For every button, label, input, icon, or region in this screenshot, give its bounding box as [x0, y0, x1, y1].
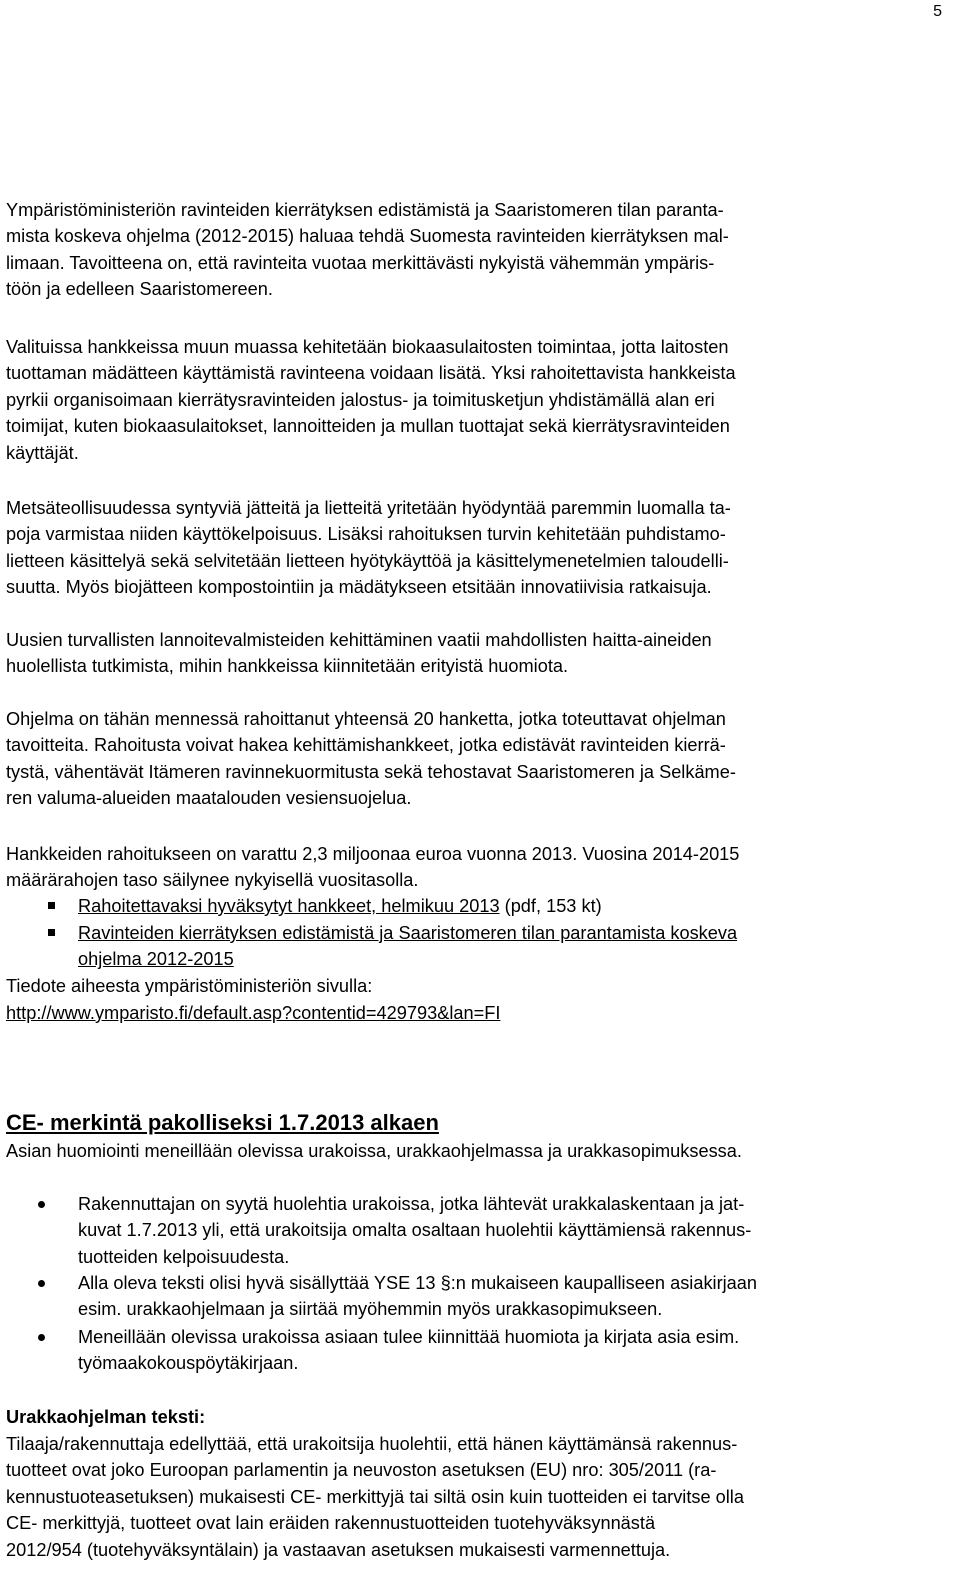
- bullet-dot-icon: [38, 1334, 45, 1341]
- text-line: esim. urakkaohjelmaan ja siirtää myöhemmin myös urakkasopimukseen.: [78, 1299, 663, 1320]
- page-number: 5: [933, 3, 942, 20]
- text-line: Metsäteollisuudessa syntyviä jätteitä ja lietteitä yritetään hyödyntää paremmin luomalla ta-: [6, 498, 731, 518]
- list-item-link1: [78, 893, 948, 919]
- text-line: määrärahojen taso säilynee nykyisellä vuositasolla.: [6, 870, 419, 891]
- text-line: mista koskeva ohjelma (2012-2015) haluaa tehdä Suomesta ravinteiden kierrätyksen mal-: [6, 226, 729, 247]
- paragraph-budget: [6, 841, 948, 894]
- paragraph-biogas: [6, 334, 948, 466]
- text-line: tystä, vähentävät Itämeren ravinnekuormitusta sekä tehostavat Saaristomeren ja Selkäme-: [6, 761, 736, 782]
- square-bullet-icon: [48, 902, 55, 909]
- list-item: [78, 1270, 948, 1323]
- paragraph-fertilizers: [6, 627, 948, 680]
- text-line: kuvat 1.7.2013 yli, että urakoitsija omalta osaltaan huolehtii käyttämiensä rakennus-: [78, 1220, 752, 1241]
- text-line: Valituissa hankkeissa muun muassa kehitetään biokaasulaitosten toimintaa, jotta laitosten: [6, 337, 729, 357]
- press-release-url-line: [6, 1000, 948, 1026]
- text-line: tavoitteita. Rahoitusta voivat hakea kehittämishankkeet, jotka edistävät ravinteiden kierrä-: [6, 735, 726, 756]
- text-line: tuotteet ovat joko Euroopan parlamentin ja neuvoston asetuksen (EU) nro: 305/2011 (ra-: [6, 1460, 717, 1481]
- text-line: pyrkii organisoimaan kierrätysravinteiden jalostus- ja toimitusketjun yhdistämällä alan eri: [6, 389, 715, 410]
- text-line: Hankkeiden rahoitukseen on varattu 2,3 miljoonaa euroa vuonna 2013. Vuosina 2014-2015: [6, 844, 740, 864]
- link-program-line1: Ravinteiden kierrätyksen edistämistä ja Saaristomeren tilan parantamista koskeva: [78, 923, 738, 943]
- text-line: CE- merkittyjä, tuotteet ovat lain eräiden rakennustuotteiden tuotehyväksynnästä: [6, 1513, 656, 1534]
- section-heading: CE- merkintä pakolliseksi 1.7.2013 alkaen: [6, 1110, 439, 1135]
- list-item-link2: [78, 920, 948, 973]
- text-line: käyttäjät.: [6, 442, 79, 463]
- paragraph-forest-industry: [6, 495, 948, 601]
- text-line: Ympäristöministeriön ravinteiden kierrätyksen edistämistä ja Saaristomeren tilan paranta-: [6, 200, 724, 220]
- text-line: Rakennuttajan on syytä huolehtia urakoissa, jotka lähtevät urakkalaskentaan ja jat-: [78, 1194, 745, 1214]
- paragraph-intro: [6, 197, 948, 303]
- text-line: Uusien turvallisten lannoitevalmisteiden kehittäminen vaatii mahdollisten haitta-aineiden: [6, 630, 712, 650]
- text-line: Tilaaja/rakennuttaja edellyttää, että urakoitsija huolehtii, että hänen käyttämänsä rakennus-: [6, 1434, 738, 1454]
- text-line: työmaakokouspöytäkirjaan.: [78, 1353, 299, 1374]
- text-line: kennustuoteasetuksen) mukaisesti CE- merkittyjä tai siltä osin kuin tuotteiden ei tarvitse olla: [6, 1486, 744, 1507]
- text-line: Ohjelma on tähän mennessä rahoittanut yhteensä 20 hanketta, jotka toteuttavat ohjelman: [6, 709, 726, 729]
- text-line: Meneillään olevissa urakoissa asiaan tulee kiinnittää huomiota ja kirjata asia esim.: [78, 1327, 740, 1347]
- text-line: tuottaman mädätteen käyttämistä ravinteena voidaan lisätä. Yksi rahoitettavista hankkeista: [6, 363, 736, 384]
- text-line: lietteen käsittelyä sekä selvitetään lietteen hyötykäyttöä ja käsittelymenetelmien taloudelli-: [6, 550, 729, 571]
- list-item: [78, 1324, 948, 1377]
- link-program-line2: ohjelma 2012-2015: [78, 949, 234, 970]
- text-line: toimijat, kuten biokaasulaitokset, lannoitteiden ja mullan tuottajat sekä kierrätysravinteiden: [6, 416, 730, 437]
- link-program[interactable]: [78, 923, 737, 969]
- text-line: limaan. Tavoitteena on, että ravinteita vuotaa merkittävästi nykyistä vähemmän ympäris-: [6, 252, 715, 273]
- bullet-dot-icon: [38, 1201, 45, 1208]
- text-line: 2012/954 (tuotehyväksyntälain) ja vastaavan asetuksen mukaisesti varmennettuja.: [6, 1539, 671, 1560]
- subheading: Urakkaohjelman teksti:: [6, 1407, 206, 1427]
- link-suffix: (pdf, 153 kt): [499, 896, 602, 916]
- press-release-label: Tiedote aiheesta ympäristöministeriön sivulla:: [6, 976, 373, 996]
- text-line: poja varmistaa niiden käyttökelpoisuus. Lisäksi rahoituksen turvin kehitetään puhdistamo-: [6, 524, 726, 545]
- text-line: suutta. Myös biojätteen kompostointiin ja mädätykseen etsitään innovatiivisia ratkaisuja.: [6, 577, 712, 598]
- paragraph-contract-text: [6, 1431, 948, 1563]
- link-approved-projects[interactable]: Rahoitettavaksi hyväksytyt hankkeet, helmikuu 2013: [78, 896, 500, 916]
- bullet-dot-icon: [38, 1280, 45, 1287]
- text-line: tuotteiden kelpoisuudesta.: [78, 1246, 290, 1267]
- square-bullet-icon: [48, 929, 55, 936]
- press-release-url[interactable]: http://www.ymparisto.fi/default.asp?contentid=429793&lan=FI: [6, 1003, 501, 1023]
- text-line: huolellista tutkimista, mihin hankkeissa kiinnitetään erityistä huomiota.: [6, 656, 569, 677]
- text-line: ren valuma-alueiden maatalouden vesiensuojelua.: [6, 788, 412, 809]
- text-line: Alla oleva teksti olisi hyvä sisällyttää YSE 13 §:n mukaiseen kaupalliseen asiakirjaan: [78, 1273, 758, 1293]
- text-line: töön ja edelleen Saaristomereen.: [6, 279, 273, 300]
- paragraph-funding-program: [6, 706, 948, 812]
- list-item: [78, 1191, 948, 1270]
- ce-intro: Asian huomiointi meneillään olevissa urakoissa, urakkaohjelmassa ja urakkasopimuksessa.: [6, 1141, 742, 1161]
